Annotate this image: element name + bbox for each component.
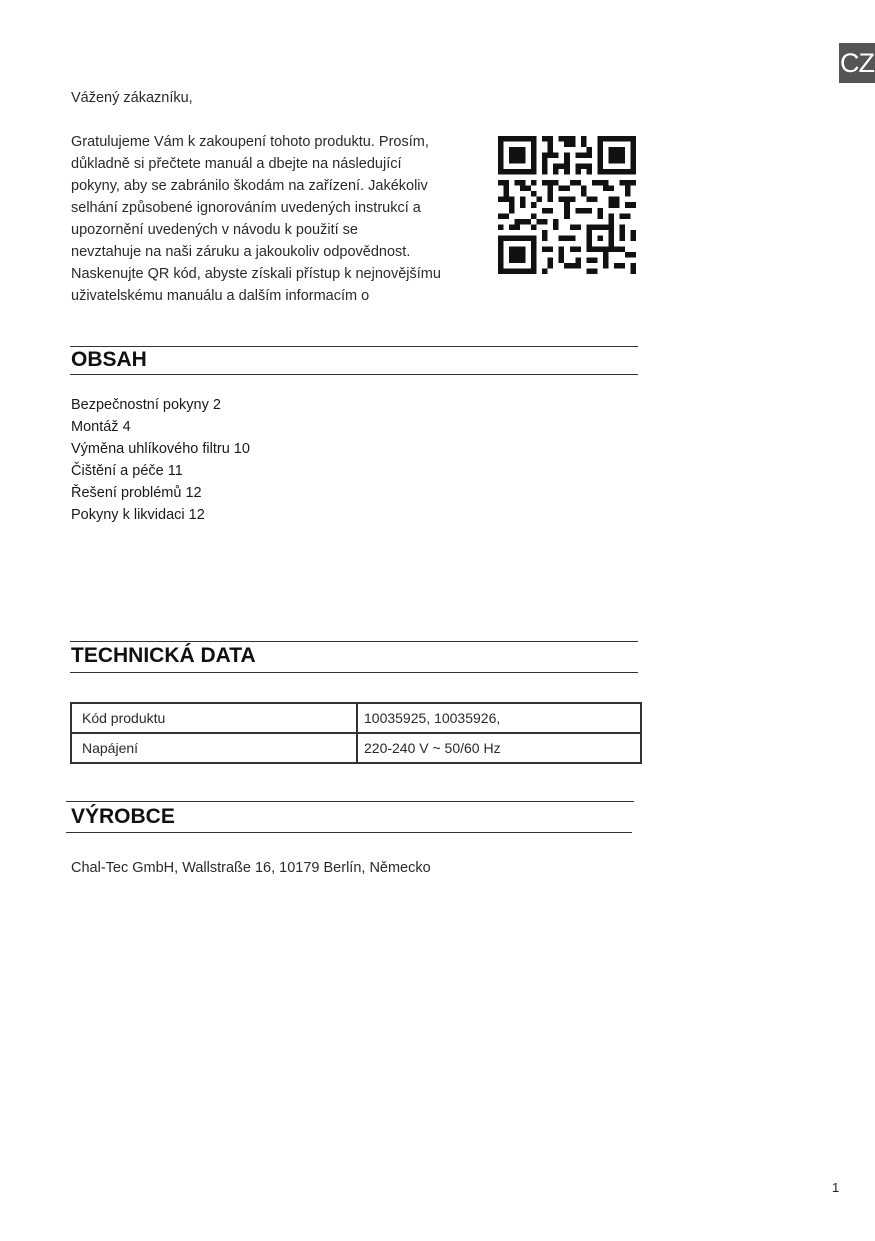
contents-item: Výměna uhlíkového filtru 10 — [71, 441, 250, 457]
table-cell-label: Kód produktu — [71, 703, 357, 733]
table-row — [71, 703, 641, 733]
intro-line: nevztahuje na naši záruku a jakoukoliv odpovědnost. — [71, 244, 411, 260]
table-cell-value: 10035925, 10035926, — [357, 703, 641, 733]
page-number: 1 — [832, 1180, 840, 1195]
manufacturer-address: Chal-Tec GmbH, Wallstraße 16, 10179 Berlín, Německo — [71, 860, 431, 876]
qr-code-icon — [498, 136, 636, 274]
contents-item: Bezpečnostní pokyny 2 — [71, 397, 221, 413]
divider — [70, 346, 638, 347]
divider — [70, 641, 638, 642]
intro-line: Naskenujte QR kód, abyste získali přístup k nejnovějšímu — [71, 266, 441, 282]
table-cell-value: 220-240 V ~ 50/60 Hz — [357, 733, 641, 763]
contents-heading: OBSAH — [71, 348, 147, 371]
technical-table — [70, 702, 642, 764]
intro-line: důkladně si přečtete manuál a dbejte na následující — [71, 156, 402, 172]
contents-item: Řešení problémů 12 — [71, 485, 202, 501]
technical-heading: TECHNICKÁ DATA — [71, 644, 256, 667]
intro-line: selhání způsobené ignorováním uvedených instrukcí a — [71, 200, 421, 216]
contents-item: Montáž 4 — [71, 419, 131, 435]
language-badge: CZ — [839, 43, 875, 83]
contents-list — [71, 394, 250, 526]
table-row — [71, 733, 641, 763]
greeting: Vážený zákazníku, — [71, 90, 193, 106]
divider — [70, 672, 638, 673]
divider — [66, 801, 634, 802]
intro-paragraph — [71, 131, 471, 307]
intro-line: pokyny, aby se zabránilo škodám na zařízení. Jakékoliv — [71, 178, 428, 194]
intro-line: upozornění uvedených v návodu k použití se — [71, 222, 358, 238]
intro-line: Gratulujeme Vám k zakoupení tohoto produktu. Prosím, — [71, 134, 429, 150]
divider — [66, 832, 632, 833]
table-cell-label: Napájení — [71, 733, 357, 763]
divider — [70, 374, 638, 375]
contents-item: Pokyny k likvidaci 12 — [71, 507, 205, 523]
intro-line: uživatelskému manuálu a dalším informacím o — [71, 288, 370, 304]
manufacturer-heading: VÝROBCE — [71, 805, 175, 828]
contents-item: Čištění a péče 11 — [71, 463, 183, 479]
